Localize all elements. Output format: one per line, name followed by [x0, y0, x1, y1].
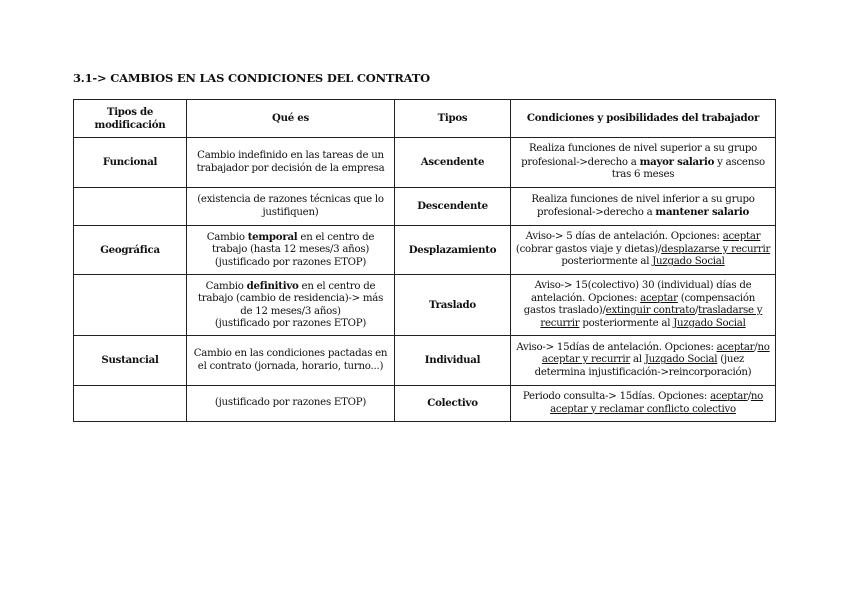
header-row [74, 100, 776, 138]
category-funcional: Funcional [74, 138, 187, 188]
table-row [74, 336, 776, 386]
tipo-descendente: Descendente [395, 188, 511, 226]
header-tipos: Tipos [395, 100, 511, 138]
condiciones-cell: Periodo consulta-> 15días. Opciones: aceptar/no aceptar y reclamar conflicto colectivo [511, 386, 776, 422]
header-condiciones: Condiciones y posibilidades del trabajador [511, 100, 776, 138]
condiciones-cell: Realiza funciones de nivel superior a su grupo profesional->derecho a mayor salario y ascenso tras 6 meses [511, 138, 776, 188]
que-es-cell: Cambio en las condiciones pactadas en el contrato (jornada, horario, turno...) [187, 336, 395, 386]
table-row [74, 275, 776, 336]
empty-cell [74, 386, 187, 422]
que-es-cell: Cambio definitivo en el centro de trabajo (cambio de residencia)-> más de 12 meses/3 años) (justificado por razones ETOP) [187, 275, 395, 336]
tipo-desplazamiento: Desplazamiento [395, 226, 511, 275]
condiciones-cell: Aviso-> 15días de antelación. Opciones: aceptar/no aceptar y recurrir al Juzgado Social (juez determina injustificación->reincorporación) [511, 336, 776, 386]
tipo-colectivo: Colectivo [395, 386, 511, 422]
category-geografica: Geográfica [74, 226, 187, 275]
condiciones-cell: Aviso-> 15(colectivo) 30 (individual) días de antelación. Opciones: aceptar (compensación gastos traslado)/extinguir contrato/trasladarse y recurrir posteriormente al Juzgado Social [511, 275, 776, 336]
header-tipos-modificacion: Tipos de modificación [74, 100, 187, 138]
tipo-traslado: Traslado [395, 275, 511, 336]
condiciones-cell: Aviso-> 5 días de antelación. Opciones: aceptar (cobrar gastos viaje y dietas)/desplazarse y recurrir posteriormente al Juzgado Social [511, 226, 776, 275]
table-row [74, 188, 776, 226]
table-row [74, 138, 776, 188]
condiciones-cell: Realiza funciones de nivel inferior a su grupo profesional->derecho a mantener salario [511, 188, 776, 226]
section-heading: 3.1-> CAMBIOS EN LAS CONDICIONES DEL CONTRATO [73, 71, 430, 85]
que-es-cell: Cambio indefinido en las tareas de un trabajador por decisión de la empresa [187, 138, 395, 188]
que-es-cell: Cambio temporal en el centro de trabajo (hasta 12 meses/3 años) (justificado por razones ETOP) [187, 226, 395, 275]
que-es-cell: (justificado por razones ETOP) [187, 386, 395, 422]
table-row [74, 226, 776, 275]
empty-cell [74, 275, 187, 336]
que-es-cell: (existencia de razones técnicas que lo justifiquen) [187, 188, 395, 226]
tipo-individual: Individual [395, 336, 511, 386]
empty-cell [74, 188, 187, 226]
tipo-ascendente: Ascendente [395, 138, 511, 188]
contract-changes-table [73, 99, 776, 422]
table-row [74, 386, 776, 422]
header-que-es: Qué es [187, 100, 395, 138]
category-sustancial: Sustancial [74, 336, 187, 386]
